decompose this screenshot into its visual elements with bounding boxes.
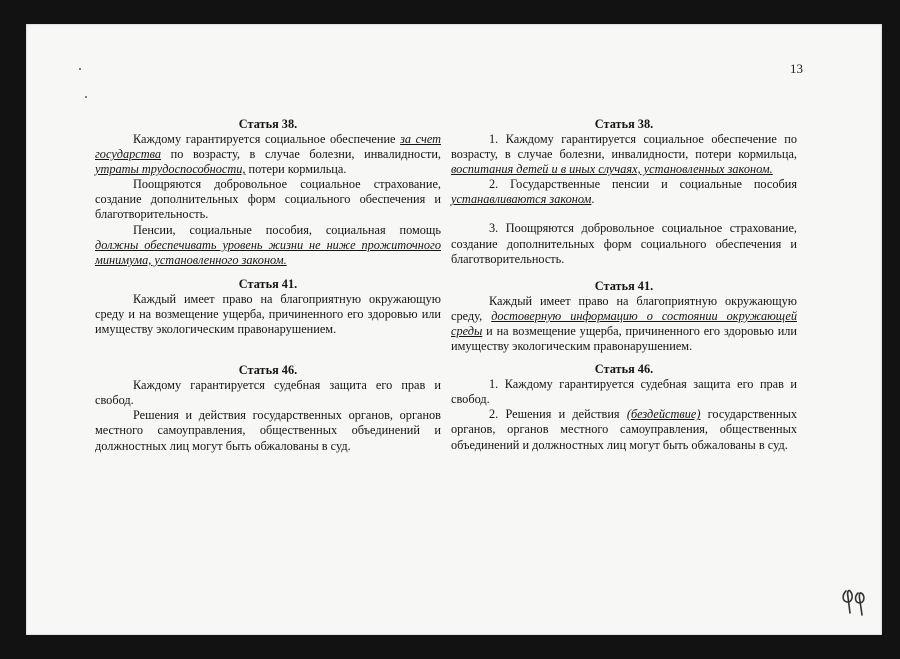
left-article-38-title: Статья 38. [238, 117, 298, 131]
underlined-text: воспитания детей и в иных случаях, установленных законом. [451, 162, 773, 177]
right-article-46-paragraph-2 [451, 407, 797, 452]
left-article-38-paragraph-2: Поощряются добровольное социальное страхование, создание дополнительных форм социального обеспечения и благотворительность. [95, 177, 441, 222]
right-article-41-title: Статья 41. [594, 278, 654, 293]
right-article-41-paragraph-1 [451, 294, 797, 354]
underlined-text: должны обеспечивать уровень жизни не ниже прожиточного минимума, установленного законом. [95, 237, 441, 267]
spacer [451, 207, 797, 221]
spacer [451, 267, 797, 279]
right-article-38-paragraph-2 [451, 177, 797, 207]
right-article-46-paragraph-1: 1. Каждому гарантируется судебная защита его прав и свобод. [451, 377, 797, 407]
text-span: Пенсии, социальные пособия, социальная помощь [133, 222, 441, 237]
left-article-46-paragraph-2: Решения и действия государственных органов, органов местного самоуправления, общественных объединений и должностных лиц могут быть обжалованы в суд. [95, 408, 441, 453]
text-span: 2. Государственные пенсии и социальные пособия [489, 177, 797, 192]
right-article-38-paragraph-3: 3. Поощряются добровольное социальное страхование, создание дополнительных форм социального обеспечения и благотворительность. [451, 221, 797, 266]
left-column [95, 117, 441, 454]
text-span: Каждый имеет право на благоприятную окружающую среду, [451, 293, 797, 323]
text-span: потери кормильца. [245, 162, 347, 177]
page-number: 13 [790, 61, 803, 76]
handwritten-annotation-icon [838, 585, 872, 619]
right-column [451, 117, 797, 453]
left-article-38-paragraph-1 [95, 132, 441, 177]
underlined-text: (бездействие) [626, 407, 701, 422]
underlined-text: устанавливаются законом [451, 192, 592, 207]
spacer [95, 268, 441, 277]
text-span: государственных органов, органов местного самоуправления, общественных объединений и должностных лиц могут быть обжалованы в суд. [451, 407, 797, 452]
left-article-41-title: Статья 41. [238, 276, 298, 291]
right-article-38-paragraph-1 [451, 132, 797, 177]
spacer [451, 354, 797, 362]
left-article-46-title: Статья 46. [238, 363, 298, 378]
text-span: 1. Каждому гарантируется социальное обеспечение по возрасту, в случае болезни, инвалидности, потери кормильца, [451, 132, 797, 162]
text-span: . [591, 192, 595, 207]
underlined-text: достоверную информацию о состоянии окружающей среды [451, 308, 797, 338]
left-article-46-paragraph-1: Каждому гарантируется судебная защита его прав и свобод. [95, 378, 441, 408]
underlined-text: утраты трудоспособности, [95, 162, 246, 177]
text-span: по возрасту, в случае болезни, инвалидности, [161, 147, 441, 162]
right-article-38-title: Статья 38. [594, 117, 654, 131]
text-span: Каждому гарантируется социальное обеспечение [133, 132, 401, 146]
scan-speck [85, 96, 87, 98]
right-article-46-title: Статья 46. [594, 362, 654, 377]
underlined-text: за счет государства [95, 132, 441, 162]
text-span: и на возмещение ущерба, причиненного его здоровью или имуществу экологическим правонарушением. [451, 323, 797, 354]
text-span: 2. Решения и действия [489, 407, 627, 422]
left-article-38-paragraph-3 [95, 223, 441, 268]
scan-speck [79, 68, 81, 70]
left-article-41-paragraph-1: Каждый имеет право на благоприятную окружающую среду и на возмещение ущерба, причиненного его здоровью или имуществу экологическим правонарушением. [95, 291, 441, 337]
spacer [95, 337, 441, 363]
